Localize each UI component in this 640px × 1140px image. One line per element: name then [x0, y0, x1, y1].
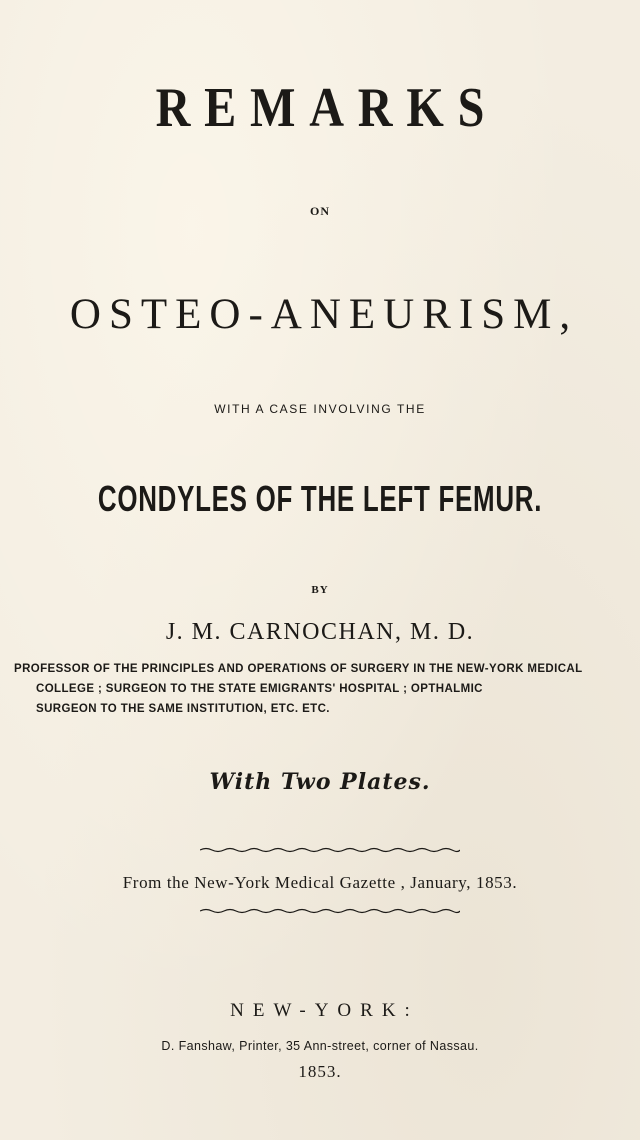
decorative-rule-bottom [200, 908, 460, 914]
main-title: REMARKS [155, 77, 499, 139]
by-line: BY [311, 584, 329, 596]
credential-line: COLLEGE ; SURGEON TO THE STATE EMIGRANTS' HOSPITAL ; OPTHALMIC [36, 683, 483, 695]
credential-line: SURGEON TO THE SAME INSTITUTION, ETC. ETC. [36, 703, 330, 715]
title-connector: ON [310, 204, 330, 218]
decorative-rule-top [200, 847, 460, 853]
case-intro: WITH A CASE INVOLVING THE [214, 402, 426, 416]
publication-year: 1853. [298, 1062, 342, 1081]
printer-imprint: D. Fanshaw, Printer, 35 Ann-street, corner of Nassau. [161, 1039, 479, 1053]
credential-line: PROFESSOR OF THE PRINCIPLES AND OPERATIONS OF SURGERY IN THE NEW-YORK MEDICAL [14, 663, 583, 675]
publication-city: NEW-YORK: [230, 1000, 419, 1021]
author-credentials [14, 659, 626, 719]
author-name: J. M. CARNOCHAN, M. D. [165, 619, 475, 645]
case-subject: CONDYLES OF THE LEFT FEMUR. [97, 478, 543, 519]
subject-title: OSTEO-ANEURISM, [69, 291, 579, 338]
plates-note: With Two Plates. [209, 769, 431, 795]
source-note: From the New-York Medical Gazette , January, 1853. [122, 873, 518, 892]
